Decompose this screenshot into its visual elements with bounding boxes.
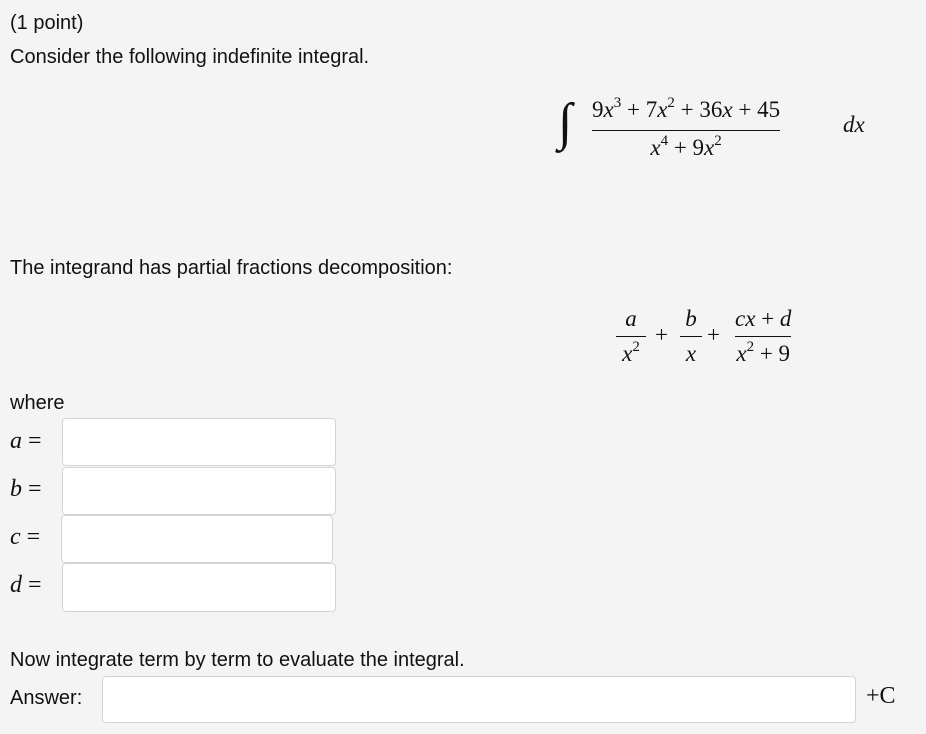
- points-label: (1 point): [10, 12, 84, 34]
- plus-sign: +: [707, 322, 720, 347]
- plus-sign: +: [655, 322, 668, 347]
- variable-b-label: b =: [10, 476, 42, 502]
- integration-constant: +C: [866, 683, 896, 709]
- variable-b-input[interactable]: [62, 467, 336, 515]
- variable-d-input[interactable]: [62, 563, 336, 612]
- integrand-denominator: $x^4 + 9x^2$: [650, 133, 722, 160]
- variable-c-input[interactable]: [61, 515, 333, 563]
- question-instruction: Consider the following indefinite integral.: [10, 46, 370, 68]
- integrand-fraction: [592, 96, 780, 165]
- decomposition-intro: The integrand has partial fractions decomposition:: [10, 257, 453, 279]
- fraction-a-over-x2: a $x^2$: [616, 305, 646, 371]
- integral-sign: ∫: [558, 94, 573, 151]
- where-label: where: [10, 392, 65, 414]
- variable-a-input[interactable]: [62, 418, 336, 466]
- differential: dx: [843, 112, 865, 137]
- variable-a-label: a =: [10, 428, 42, 454]
- fraction-bar: [592, 130, 780, 131]
- answer-input[interactable]: [102, 676, 856, 723]
- fraction-b-over-x: b x: [680, 305, 702, 368]
- variable-c-label: c =: [10, 524, 41, 550]
- final-instruction: Now integrate term by term to evaluate the integral.: [10, 649, 465, 671]
- answer-label: Answer:: [10, 687, 83, 709]
- variable-d-label: d =: [10, 572, 42, 598]
- integrand-numerator: $9x^3 + 7x^2 + 36x + 45$: [592, 95, 781, 122]
- fraction-cxd-over-x2plus9: cx + d $x^2 + 9$: [735, 306, 792, 366]
